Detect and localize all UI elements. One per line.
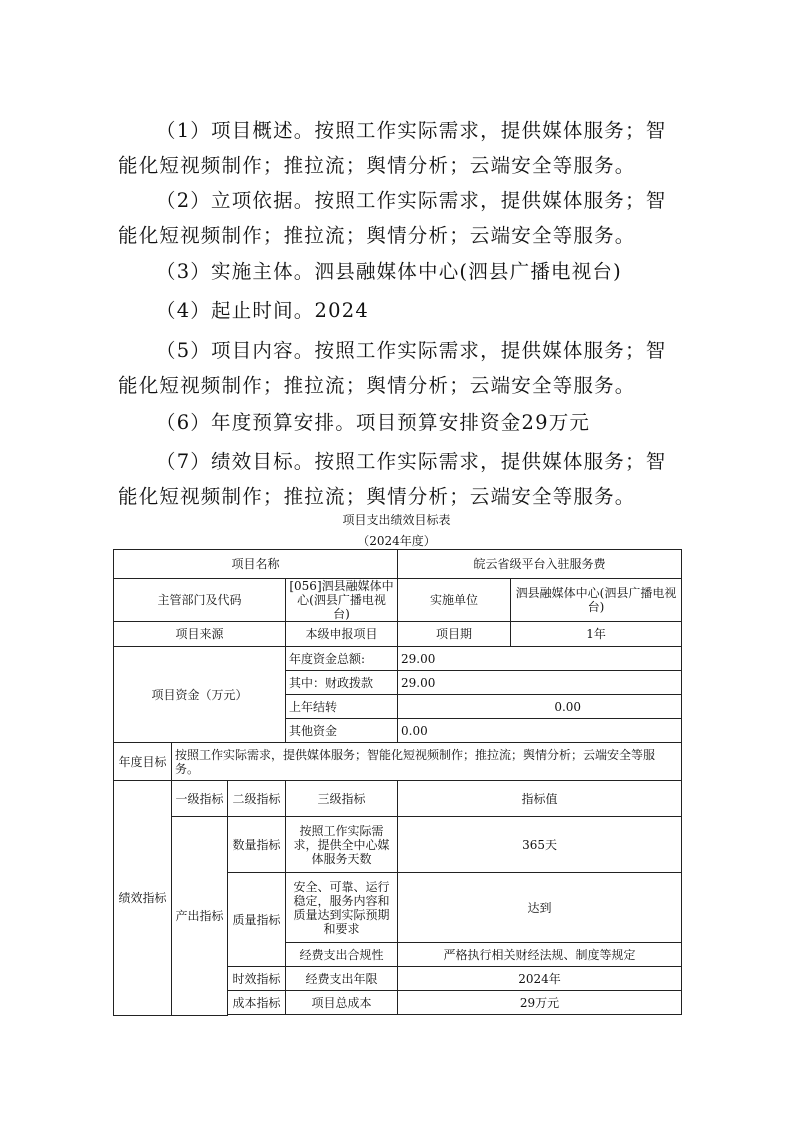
header-value: 指标值 xyxy=(398,781,682,817)
perf-label: 绩效指标 xyxy=(114,781,172,1016)
source-value: 本级申报项目 xyxy=(286,622,398,647)
source-label: 项目来源 xyxy=(114,622,286,647)
table-title: 项目支出绩效目标表 xyxy=(342,513,451,527)
paragraph-2: （2）立项依据。按照工作实际需求，提供媒体服务；智 能化短视频制作；推拉流；舆情分析；云端安全等服务。 xyxy=(118,189,667,247)
project-name-value: 皖云省级平台入驻服务费 xyxy=(398,550,682,579)
table-year: （2024年度） xyxy=(357,534,436,548)
fund-row-label: 其他资金 xyxy=(286,719,398,743)
performance-goal-table xyxy=(113,549,682,1016)
output-label: 产出指标 xyxy=(172,817,228,1016)
period-value: 1年 xyxy=(511,622,682,647)
paragraph-5: （5）项目内容。按照工作实际需求，提供媒体服务；智 能化短视频制作；推拉流；舆情分析；云端安全等服务。 xyxy=(118,339,667,397)
time-l3: 经费支出年限 xyxy=(286,967,398,991)
paragraph-6: （6）年度预算安排。项目预算安排资金29万元 xyxy=(156,411,591,434)
fund-row-value: 0.00 xyxy=(398,719,682,743)
cost-label: 成本指标 xyxy=(228,991,286,1015)
fund-row-label: 年度资金总额: xyxy=(286,647,398,671)
fund-row-label: 上年结转 xyxy=(286,695,398,719)
quantity-l3: 按照工作实际需求，提供全中心媒体服务天数 xyxy=(286,817,398,873)
fund-row-value: 0.00 xyxy=(398,695,682,719)
paragraph-7: （7）绩效目标。按照工作实际需求，提供媒体服务；智 能化短视频制作；推拉流；舆情分析；云端安全等服务。 xyxy=(118,450,667,508)
quantity-label: 数量指标 xyxy=(228,817,286,873)
quality-label: 质量指标 xyxy=(228,873,286,967)
period-label: 项目期 xyxy=(398,622,511,647)
paragraph-3: （3）实施主体。泗县融媒体中心(泗县广播电视台) xyxy=(156,260,622,283)
fund-row-value: 29.00 xyxy=(398,671,682,695)
dept-value: [056]泗县融媒体中心(泗县广播电视台) xyxy=(286,579,398,622)
paragraph-1: （1）项目概述。按照工作实际需求，提供媒体服务；智 能化短视频制作；推拉流；舆情分析；云端安全等服务。 xyxy=(118,119,667,177)
header-level2: 二级指标 xyxy=(228,781,286,817)
quantity-value: 365天 xyxy=(398,817,682,873)
fund-row-value: 29.00 xyxy=(398,647,682,671)
compliance-l3: 经费支出合规性 xyxy=(286,943,398,967)
fund-label: 项目资金（万元） xyxy=(114,647,286,743)
annual-goal-label: 年度目标 xyxy=(114,743,172,781)
header-level3: 三级指标 xyxy=(286,781,398,817)
time-value: 2024年 xyxy=(398,967,682,991)
fund-row-label: 其中：财政拨款 xyxy=(286,671,398,695)
annual-goal-value: 按照工作实际需求，提供媒体服务；智能化短视频制作；推拉流；舆情分析；云端安全等服务。 xyxy=(172,743,682,781)
compliance-value: 严格执行相关财经法规、制度等规定 xyxy=(398,943,682,967)
impl-unit-value: 泗县融媒体中心(泗县广播电视台) xyxy=(511,579,682,622)
cost-value: 29万元 xyxy=(398,991,682,1015)
impl-unit-label: 实施单位 xyxy=(398,579,511,622)
time-label: 时效指标 xyxy=(228,967,286,991)
quality-l3: 安全、可靠、运行稳定，服务内容和质量达到实际预期和要求 xyxy=(286,873,398,943)
quality-value: 达到 xyxy=(398,873,682,943)
cost-l3: 项目总成本 xyxy=(286,991,398,1015)
dept-label: 主管部门及代码 xyxy=(114,579,286,622)
header-level1: 一级指标 xyxy=(172,781,228,817)
paragraph-4: （4）起止时间。2024 xyxy=(156,299,369,322)
project-name-label: 项目名称 xyxy=(114,550,398,579)
